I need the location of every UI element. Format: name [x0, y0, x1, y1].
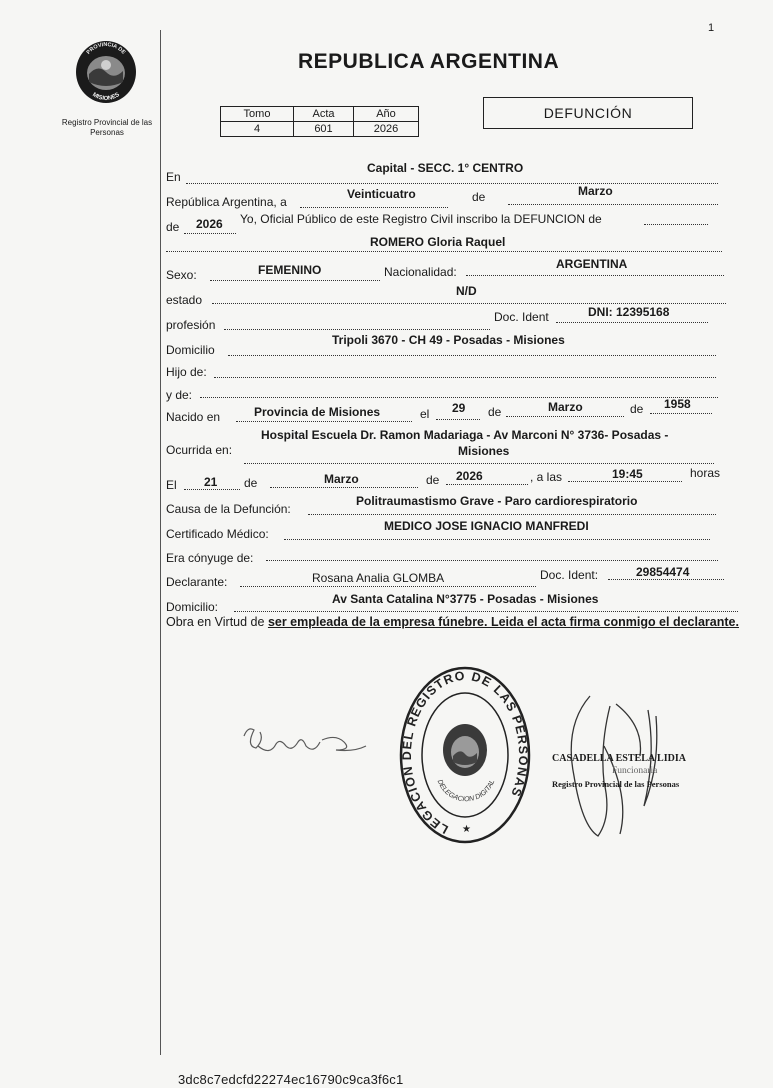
svg-text:DELEGACION DIGITAL	[436, 779, 497, 804]
estado-line	[212, 303, 726, 304]
def-dia: 21	[204, 475, 218, 489]
def-dia-line	[184, 489, 240, 490]
def-mes-line	[270, 487, 418, 488]
el-label: el	[420, 407, 430, 421]
conyuge-line	[266, 560, 718, 561]
certificado-label: Certificado Médico:	[166, 527, 269, 541]
yo-text: Yo, Oficial Público de este Registro Civil inscribo la DEFUNCION de	[240, 212, 602, 226]
horas-label: horas	[690, 466, 721, 480]
registry-seal-icon	[398, 664, 532, 846]
sexo-line	[210, 280, 380, 281]
logo-text-bottom: MISIONES	[91, 91, 121, 103]
certificado-line	[284, 539, 710, 540]
nac-de1-label: de	[488, 405, 502, 419]
nac-anio-line	[650, 413, 712, 414]
anio-value: 2026	[354, 122, 419, 137]
official-institution: Registro Provincial de las Personas	[552, 779, 680, 789]
en-label: En	[166, 170, 181, 184]
official-name: CASADELLA ESTELA LIDIA	[552, 753, 686, 764]
nac-dia-line	[436, 419, 480, 420]
def-hora: 19:45	[612, 467, 643, 481]
day-line	[300, 207, 448, 208]
def-mes: Marzo	[324, 472, 359, 486]
deceased-name: ROMERO Gloria Raquel	[370, 235, 506, 249]
causa-value: Politraumastismo Grave - Paro cardiorespiratorio	[356, 494, 638, 508]
doc-ident-label: Doc. Ident	[494, 310, 549, 324]
el2-label: El	[166, 478, 177, 492]
causa-line	[308, 514, 716, 515]
acta-header: Acta	[294, 107, 354, 122]
ocurrida-line1: Hospital Escuela Dr. Ramon Madariaga - Av Marconi N° 3736- Posadas -	[261, 428, 669, 442]
left-margin-line	[160, 30, 161, 1055]
republica-label: República Argentina, a	[166, 195, 287, 209]
sexo-value: FEMENINO	[258, 263, 322, 277]
tomo-value: 4	[221, 122, 294, 137]
declarante-line	[240, 586, 536, 587]
nac-dia: 29	[452, 401, 466, 415]
year-line	[184, 233, 236, 234]
nacionalidad-label: Nacionalidad:	[384, 265, 457, 279]
nacionalidad-value: ARGENTINA	[556, 257, 628, 271]
hijo-line	[214, 377, 716, 378]
declarant-signature-icon	[236, 716, 374, 766]
en-value: Capital - SECC. 1° CENTRO	[367, 161, 524, 175]
page-number: 1	[708, 22, 715, 34]
declarante-label: Declarante:	[166, 575, 228, 589]
domicilio-value: Tripoli 3670 - CH 49 - Posadas - Misiones	[332, 333, 565, 347]
year-value: 2026	[196, 217, 223, 231]
page-title: REPUBLICA ARGENTINA	[298, 50, 560, 73]
def-de1-label: de	[244, 476, 258, 490]
official-stamp	[552, 752, 702, 791]
domicilio-label: Domicilio	[166, 343, 215, 357]
domicilio-line	[228, 355, 716, 356]
anio-header: Año	[354, 107, 419, 122]
alas-label: , a las	[530, 470, 563, 484]
nacido-label: Nacido en	[166, 410, 221, 424]
nac-de2-label: de	[630, 402, 644, 416]
ocurrida-line2: Misiones	[458, 444, 510, 458]
yo-line	[644, 224, 708, 225]
seal-ring-text: LEGACIÓN DEL REGISTRO DE LAS PERSONAS	[400, 668, 531, 837]
def-hora-line	[568, 481, 682, 482]
seal-inner-text: DELEGACION DIGITAL	[435, 778, 497, 804]
certificado-value: MEDICO JOSE IGNACIO MANFREDI	[384, 519, 589, 533]
tomo-header: Tomo	[221, 107, 294, 122]
nacido-lugar: Provincia de Misiones	[254, 405, 381, 419]
de2-label: de	[166, 220, 180, 234]
nacido-line	[236, 421, 412, 422]
svg-text:★: ★	[462, 824, 471, 835]
official-role: Funcionaria	[612, 766, 658, 776]
obra-prefix: Obra en Virtud de	[166, 615, 265, 629]
en-line	[186, 183, 718, 184]
registry-caption: Registro Provincial de las Personas	[61, 118, 153, 137]
doc-ident-value: DNI: 12395168	[588, 305, 670, 319]
nac-anio: 1958	[664, 397, 691, 411]
de-label: de	[472, 190, 486, 204]
nac-mes: Marzo	[548, 400, 583, 414]
ocurrida-line	[244, 463, 714, 464]
sexo-label: Sexo:	[166, 268, 197, 282]
name-line	[166, 251, 722, 252]
def-anio: 2026	[456, 469, 483, 483]
yde-label: y de:	[166, 388, 193, 402]
decl-doc-line	[608, 579, 724, 580]
profesion-line	[224, 329, 490, 330]
conyuge-label: Era cónyuge de:	[166, 551, 254, 565]
day-written: Veinticuatro	[347, 187, 416, 201]
acta-value: 601	[294, 122, 354, 137]
nac-mes-line	[506, 416, 624, 417]
hijo-label: Hijo de:	[166, 365, 207, 379]
decl-domicilio-value: Av Santa Catalina N°3775 - Posadas - Misiones	[332, 592, 599, 606]
logo-text-top: PROVINCIA DE	[85, 41, 127, 56]
profesion-label: profesión	[166, 318, 216, 332]
month-value: Marzo	[578, 184, 613, 198]
decl-doc-label: Doc. Ident:	[540, 568, 599, 582]
decl-doc-value: 29854474	[636, 565, 690, 579]
month-line	[508, 204, 718, 205]
def-de2-label: de	[426, 473, 440, 487]
document-hash: 3dc8c7edcfd22274ec16790c9ca3f6c1	[178, 1072, 404, 1087]
decl-domicilio-label: Domicilio:	[166, 600, 219, 614]
estado-value: N/D	[456, 284, 477, 298]
provincial-emblem-icon	[72, 38, 140, 106]
obra-text: ser empleada de la empresa fúnebre. Leida el acta firma conmigo el declarante.	[267, 615, 739, 629]
doc-ident-line	[556, 322, 708, 323]
registry-table	[220, 106, 419, 137]
nacionalidad-line	[466, 275, 724, 276]
ocurrida-label: Ocurrida en:	[166, 443, 233, 457]
def-anio-line	[446, 484, 528, 485]
causa-label: Causa de la Defunción:	[166, 502, 291, 516]
declarante-value: Rosana Analia GLOMBA	[312, 571, 445, 585]
yde-line	[200, 397, 718, 398]
document-type-box: DEFUNCIÓN	[483, 97, 693, 129]
estado-label: estado	[166, 293, 203, 307]
obra-paragraph	[166, 612, 742, 633]
